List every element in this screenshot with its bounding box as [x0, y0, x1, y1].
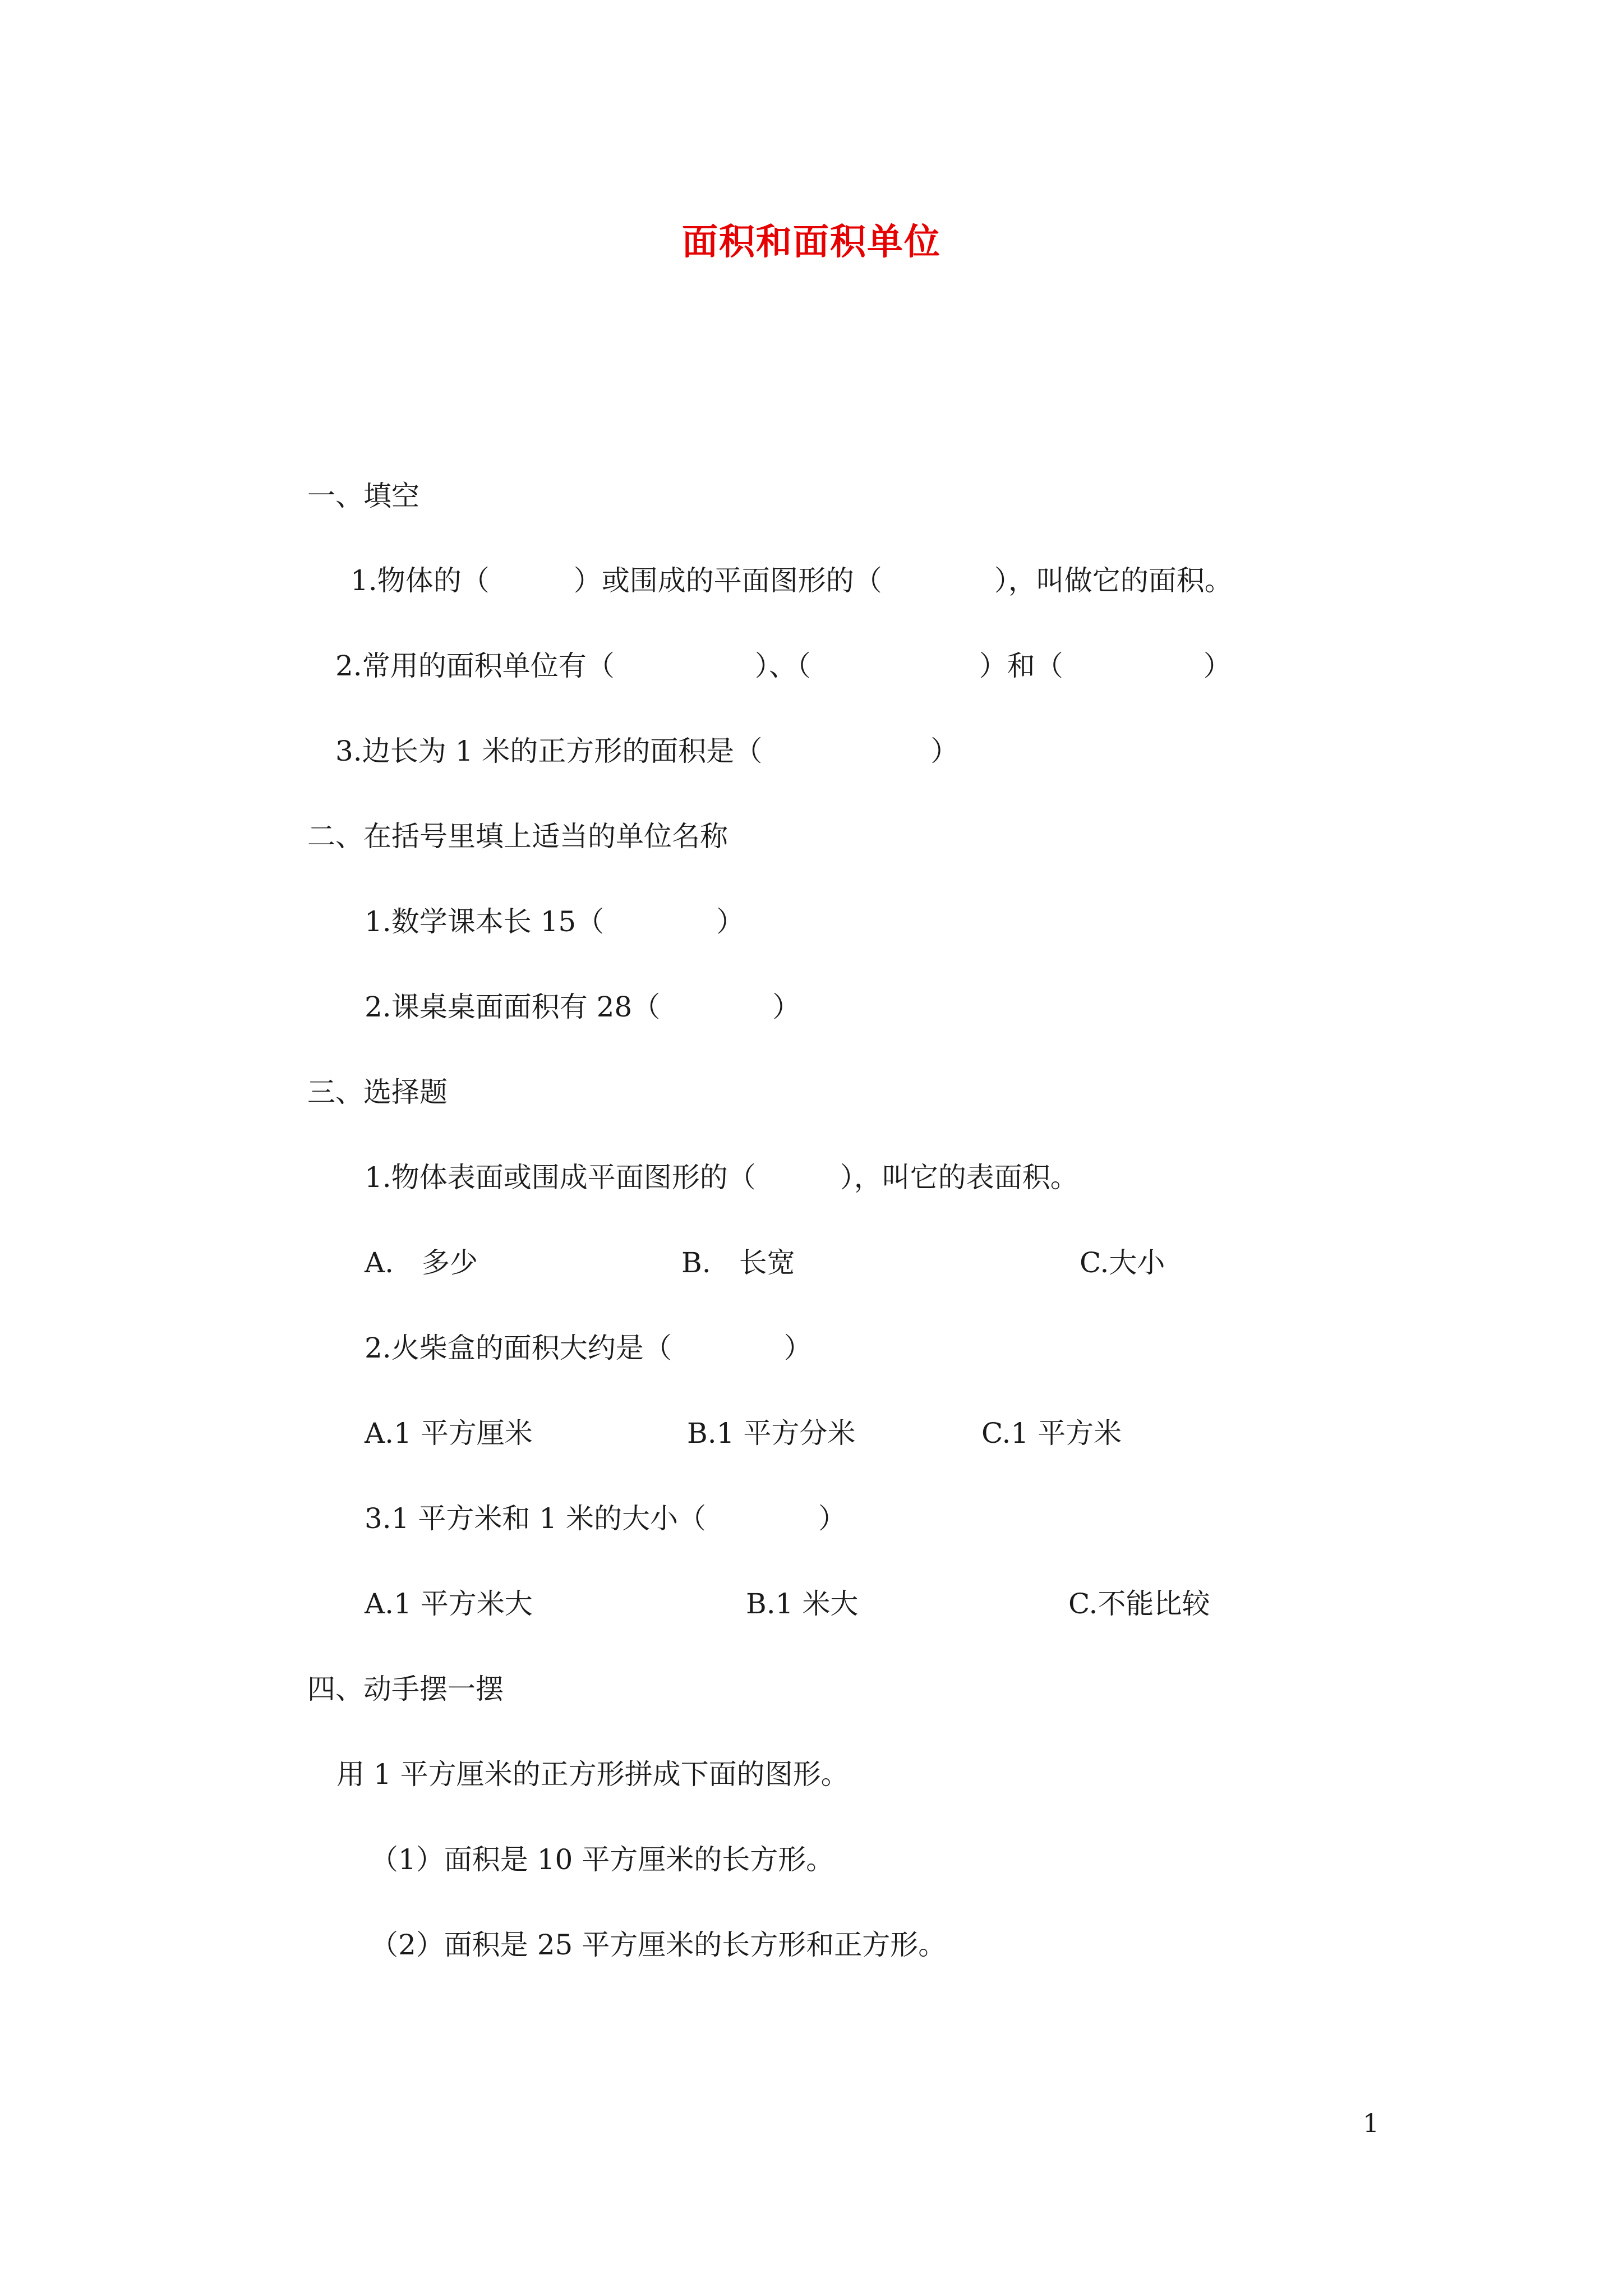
choice-question-3-option-a: A.1 平方米大	[365, 1588, 533, 1620]
page-number: 1	[1363, 2108, 1380, 2138]
choice-question-2-option-c: C.1 平方米	[981, 1417, 1122, 1450]
choice-question-3-option-c: C.不能比较	[1068, 1588, 1210, 1620]
choice-question-1: 1.物体表面或围成平面图形的（ ），叫它的表面积。	[365, 1161, 1078, 1194]
choice-question-2-option-a: A.1 平方厘米	[365, 1417, 533, 1450]
choice-question-3-option-b: B.1 米大	[746, 1588, 859, 1620]
choice-question-1-option-a: A. 多少	[365, 1246, 478, 1279]
choice-question-1-option-b: B. 长宽	[681, 1246, 795, 1279]
hands-on-intro: 用 1 平方厘米的正方形拼成下面的图形。	[336, 1758, 849, 1791]
units-question-2: 2.课桌桌面面积有 28（ ）	[365, 991, 801, 1023]
fill-blank-question-2: 2.常用的面积单位有（ ）、（ ）和（ ）	[335, 650, 1232, 682]
hands-on-task-1: （1）面积是 10 平方厘米的长方形。	[370, 1843, 834, 1876]
fill-blank-question-1: 1.物体的（ ）或围成的平面图形的（ ），叫做它的面积。	[351, 564, 1233, 597]
choice-question-2: 2.火柴盒的面积大约是（ ）	[365, 1332, 812, 1364]
fill-blank-question-3: 3.边长为 1 米的正方形的面积是（ ）	[335, 735, 959, 767]
choice-question-3: 3.1 平方米和 1 米的大小（ ）	[365, 1502, 847, 1535]
choice-question-1-option-c: C.大小	[1080, 1246, 1165, 1279]
choice-question-2-option-b: B.1 平方分米	[687, 1417, 856, 1450]
section-heading-fill-blank: 一、填空	[307, 480, 419, 512]
section-heading-hands-on: 四、动手摆一摆	[307, 1673, 504, 1705]
section-heading-units: 二、在括号里填上适当的单位名称	[307, 820, 728, 853]
units-question-1: 1.数学课本长 15（ ）	[365, 905, 745, 938]
hands-on-task-2: （2）面积是 25 平方厘米的长方形和正方形。	[370, 1929, 947, 1961]
page-title: 面积和面积单位	[682, 221, 941, 263]
section-heading-choice: 三、选择题	[307, 1076, 448, 1108]
